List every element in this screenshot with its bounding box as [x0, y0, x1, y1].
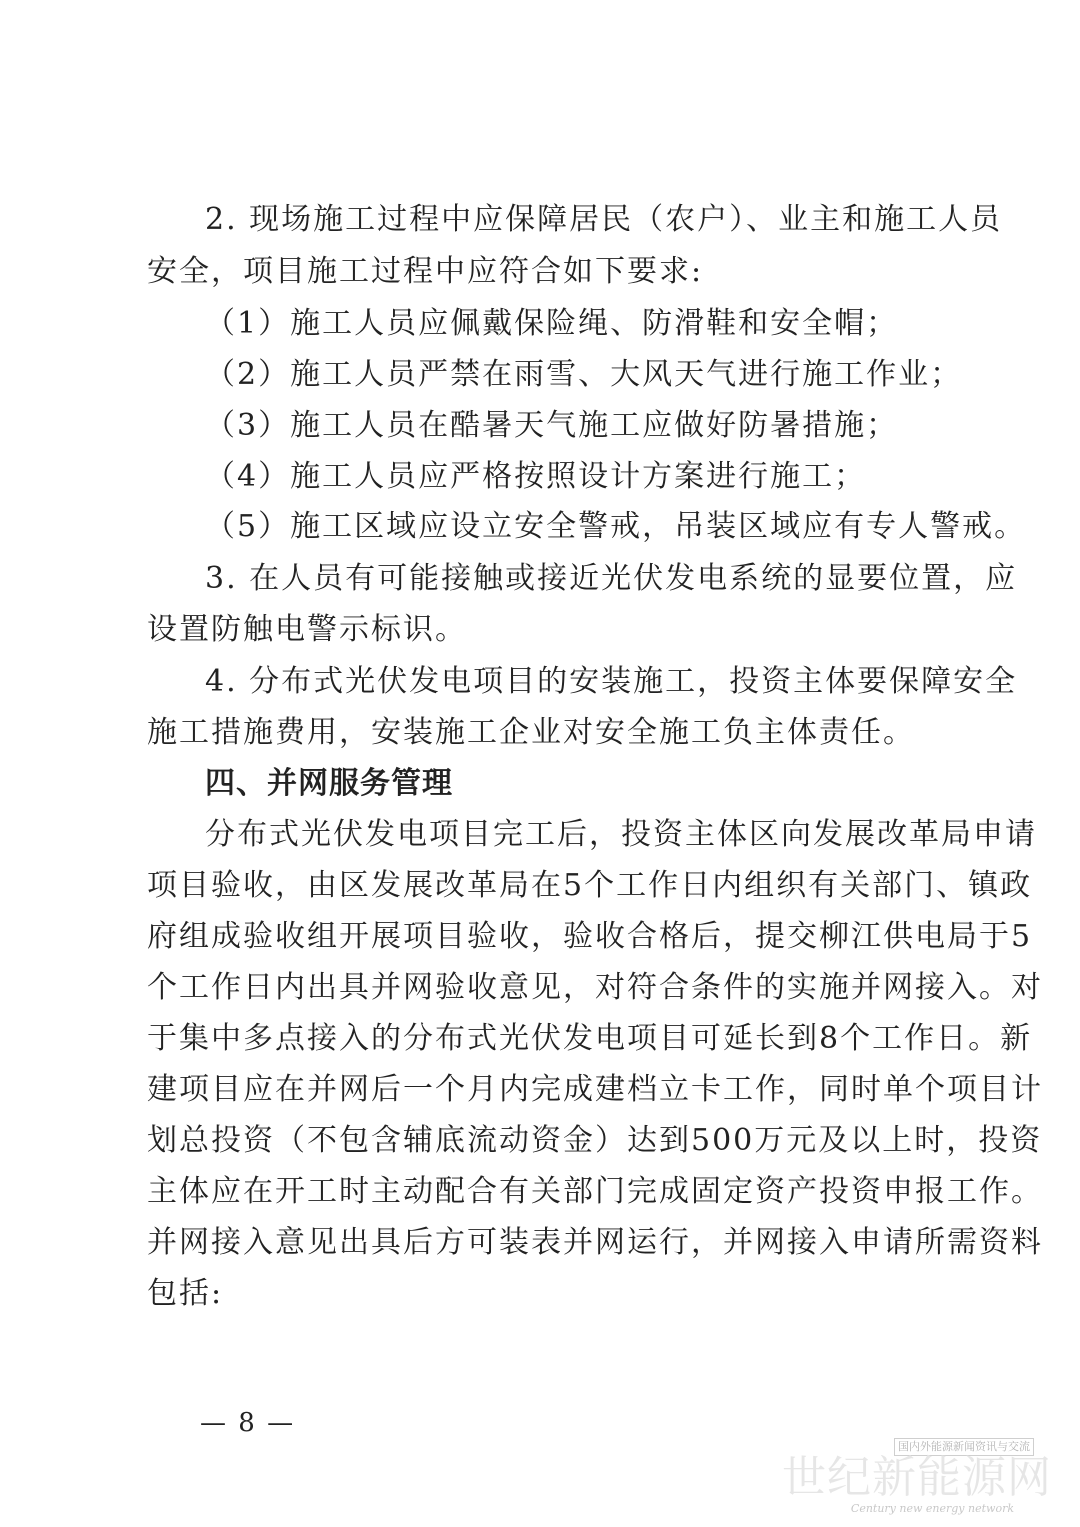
paragraph-line: 项目验收，由区发展改革局在5个工作日内组织有关部门、镇政 — [147, 868, 1033, 903]
list-item: （1）施工人员应佩戴保险绳、防滑鞋和安全帽； — [205, 306, 899, 341]
paragraph-line: 个工作日内出具并网验收意见，对符合条件的实施并网接入。对 — [147, 970, 1043, 1005]
paragraph-line: 划总投资（不包含辅底流动资金）达到500万元及以上时，投资 — [147, 1123, 1043, 1158]
page-number: — 8 — — [200, 1408, 296, 1438]
list-item: （4）施工人员应严格按照设计方案进行施工； — [205, 459, 867, 494]
paragraph-line: 府组成验收组开展项目验收，验收合格后，提交柳江供电局于5 — [147, 919, 1033, 954]
paragraph-line: 分布式光伏发电项目完工后，投资主体区向发展改革局申请 — [205, 817, 1037, 852]
list-item: （5）施工区域应设立安全警戒，吊装区域应有专人警戒。 — [205, 509, 1027, 544]
paragraph-line: 主体应在开工时主动配合有关部门完成固定资产投资申报工作。 — [147, 1174, 1043, 1209]
paragraph-line: 包括: — [147, 1276, 224, 1311]
list-item: （2）施工人员严禁在雨雪、大风天气进行施工作业； — [205, 357, 963, 392]
paragraph-line: 并网接入意见出具后方可装表并网运行，并网接入申请所需资料 — [147, 1225, 1043, 1260]
paragraph-line: 建项目应在并网后一个月内完成建档立卡工作，同时单个项目计 — [147, 1072, 1043, 1107]
paragraph-line: 3. 在人员有可能接触或接近光伏发电系统的显要位置，应 — [205, 561, 1018, 596]
list-item: （3）施工人员在酷暑天气施工应做好防暑措施； — [205, 408, 899, 443]
paragraph-line: 4. 分布式光伏发电项目的安装施工，投资主体要保障安全 — [205, 664, 1018, 699]
section-heading: 四、并网服务管理 — [205, 766, 453, 801]
paragraph-line: 于集中多点接入的分布式光伏发电项目可延长到8个工作日。新 — [147, 1021, 1033, 1056]
paragraph-line: 施工措施费用，安装施工企业对安全施工负主体责任。 — [147, 715, 915, 750]
watermark-subtitle: Century new energy network — [850, 1502, 1014, 1515]
paragraph-line: 安全，项目施工过程中应符合如下要求: — [147, 254, 704, 289]
watermark-logo — [782, 1438, 1052, 1518]
paragraph-line: 2. 现场施工过程中应保障居民（农户）、业主和施工人员 — [205, 202, 1003, 237]
watermark-caption: 国内外能源新闻资讯与交流 — [894, 1438, 1034, 1456]
watermark-title: 世纪新能源网 — [782, 1452, 1052, 1503]
paragraph-line: 设置防触电警示标识。 — [147, 612, 467, 647]
